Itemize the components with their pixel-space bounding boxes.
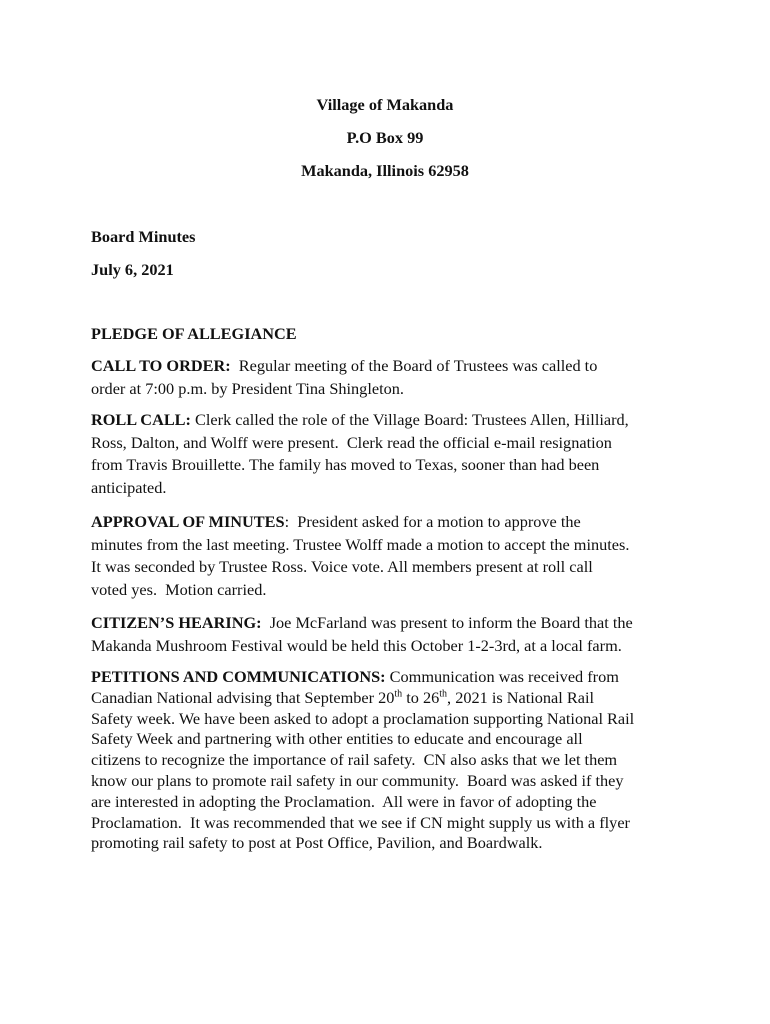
roll-call-label: ROLL CALL: bbox=[91, 410, 191, 429]
pledge-heading: PLEDGE OF ALLEGIANCE bbox=[91, 324, 297, 343]
citizens-line-1: CITIZEN’S HEARING: Joe McFarland was present to inform the Board that the bbox=[91, 613, 633, 632]
petitions-line-4: Safety Week and partnering with other entities to educate and encourage all bbox=[91, 729, 583, 749]
petitions-line-9: promoting rail safety to post at Post Office, Pavilion, and Boardwalk. bbox=[91, 833, 543, 853]
call-to-order-line-1: CALL TO ORDER: Regular meeting of the Board of Trustees was called to bbox=[91, 356, 598, 375]
approval-line-1: APPROVAL OF MINUTES: President asked for a motion to approve the bbox=[91, 512, 581, 531]
call-to-order-line-2: order at 7:00 p.m. by President Tina Shingleton. bbox=[91, 378, 404, 398]
petitions-line-8: Proclamation. It was recommended that we see if CN might supply us with a flyer bbox=[91, 812, 630, 832]
roll-call-section bbox=[91, 409, 691, 499]
petitions-line-5: citizens to recognize the importance of rail safety. CN also asks that we let them bbox=[91, 750, 618, 770]
approval-label: APPROVAL OF MINUTES bbox=[91, 512, 285, 531]
petitions-line-7: are interested in adopting the Proclamation. All were in favor of adopting the bbox=[91, 791, 597, 811]
petitions-line-1: PETITIONS AND COMMUNICATIONS: Communication was received from bbox=[91, 667, 619, 686]
petitions-section bbox=[91, 667, 691, 854]
roll-call-line-1: ROLL CALL: Clerk called the role of the Village Board: Trustees Allen, Hilliard, bbox=[91, 410, 629, 429]
org-name: Village of Makanda bbox=[316, 95, 454, 114]
petitions-label: PETITIONS AND COMMUNICATIONS: bbox=[91, 667, 386, 686]
roll-call-line-3: from Travis Brouillette. The family has moved to Texas, sooner than had been bbox=[91, 455, 600, 474]
roll-call-line-2: Ross, Dalton, and Wolff were present. Clerk read the official e-mail resignation bbox=[91, 432, 612, 452]
approval-line-2: minutes from the last meeting. Trustee Wolff made a motion to accept the minutes. bbox=[91, 534, 630, 554]
citizens-label: CITIZEN’S HEARING: bbox=[91, 613, 262, 632]
citizens-line-2: Makanda Mushroom Festival would be held this October 1-2-3rd, at a local farm. bbox=[91, 635, 622, 655]
petitions-line-3: Safety week. We have been asked to adopt a proclamation supporting National Rail bbox=[91, 708, 635, 728]
po-box: P.O Box 99 bbox=[346, 128, 424, 147]
approval-section bbox=[91, 511, 691, 601]
approval-line-3: It was seconded by Trustee Ross. Voice vote. All members present at roll call bbox=[91, 557, 593, 576]
document-title: Board Minutes bbox=[91, 227, 196, 246]
petitions-line-6: know our plans to promote rail safety in our community. Board was asked if they bbox=[91, 770, 624, 790]
city-state: Makanda, Illinois 62958 bbox=[301, 161, 469, 180]
roll-call-line-4: anticipated. bbox=[91, 477, 167, 497]
citizens-hearing-section bbox=[91, 612, 691, 657]
document-date: July 6, 2021 bbox=[91, 260, 174, 279]
approval-line-4: voted yes. Motion carried. bbox=[91, 579, 267, 599]
call-to-order-section bbox=[91, 355, 691, 400]
petitions-line-2: Canadian National advising that September 20th to 26th, 2021 is National Rail bbox=[91, 687, 595, 707]
call-to-order-label: CALL TO ORDER: bbox=[91, 356, 231, 375]
